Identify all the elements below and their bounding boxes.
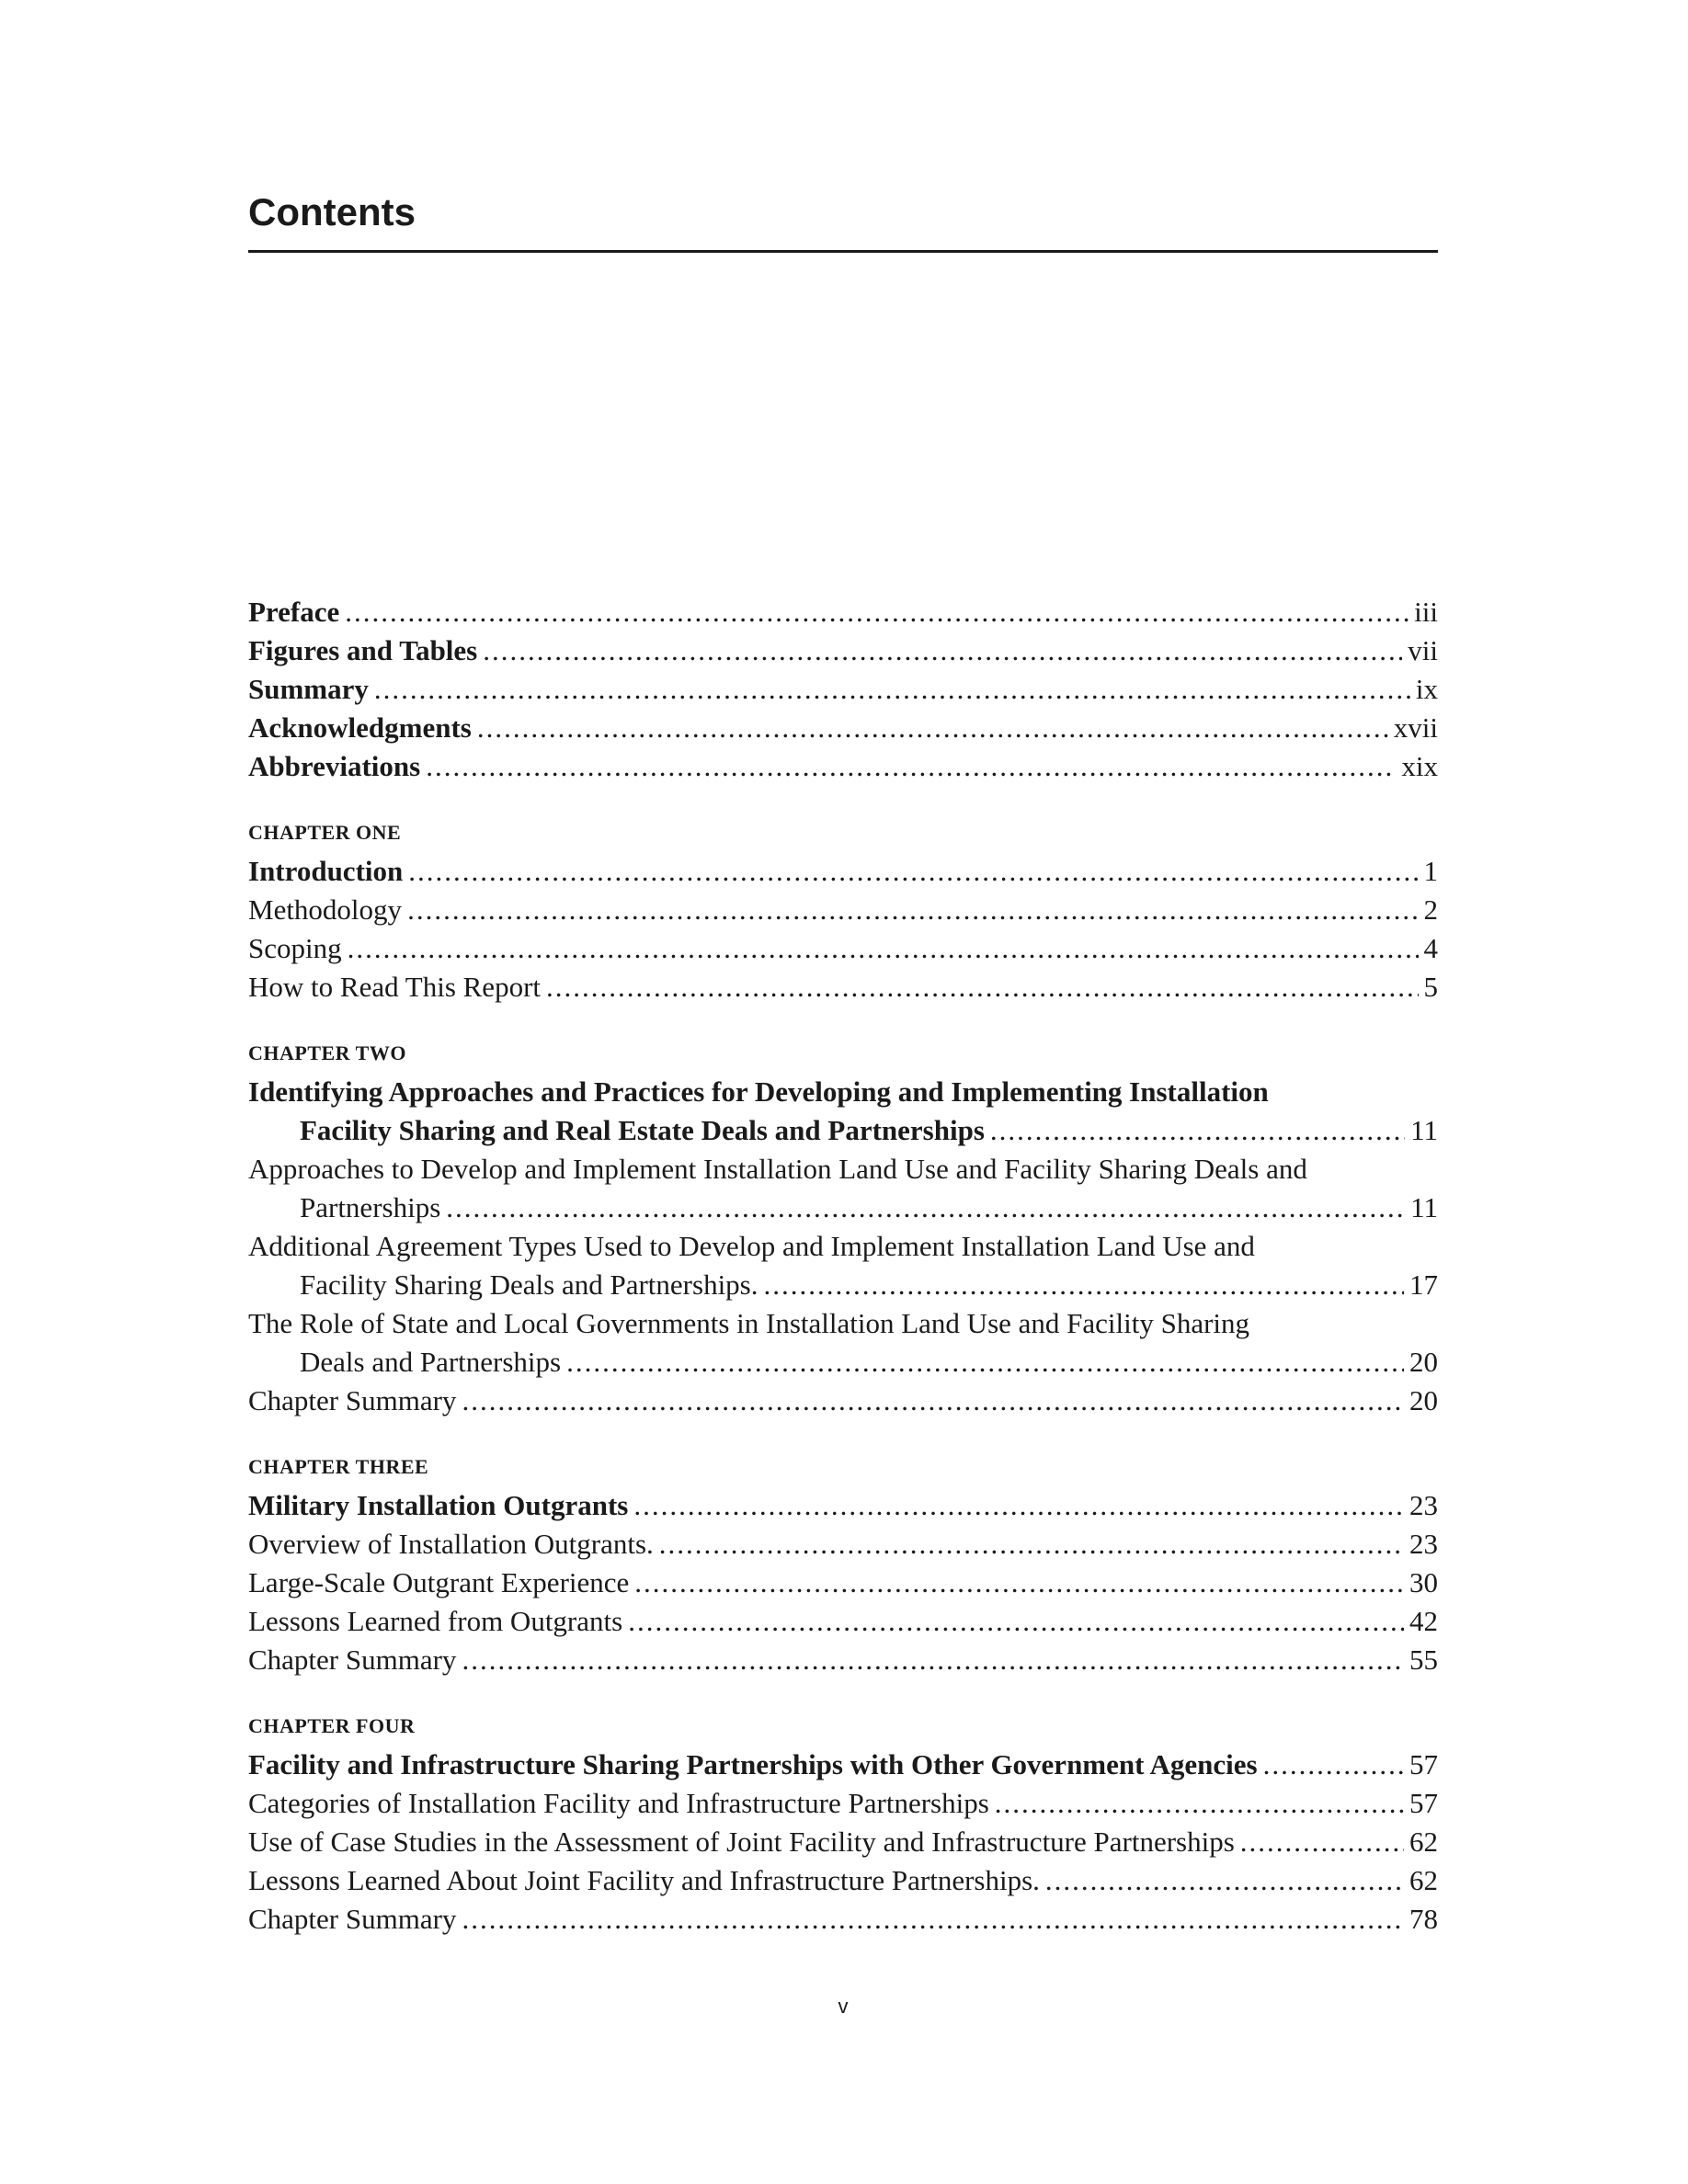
table-of-contents: [248, 593, 1438, 1939]
toc-entry-page: 17: [1409, 1268, 1438, 1301]
toc-entry-page: 23: [1409, 1528, 1438, 1560]
toc-entry-last-line: [248, 1343, 1438, 1382]
toc-chapter-title[interactable]: [248, 1486, 1438, 1525]
chapter-heading: CHAPTER THREE: [248, 1455, 429, 1478]
toc-section[interactable]: [248, 1525, 1438, 1564]
toc-entry-label: Partnerships: [300, 1191, 441, 1223]
page-number: v: [838, 1995, 849, 2018]
dot-leader: [990, 1111, 1405, 1150]
toc-entry-page: 2: [1423, 893, 1438, 926]
toc-entry-label: Categories of Installation Facility and Infrastructure Partnerships: [248, 1787, 989, 1819]
toc-entry-label: Facility and Infrastructure Sharing Partnerships with Other Government Agencies: [248, 1748, 1258, 1780]
toc-entry-page: 78: [1409, 1903, 1438, 1935]
toc-entry-figures-and-tables[interactable]: [248, 631, 1438, 670]
toc-section[interactable]: [248, 1304, 1438, 1382]
toc-entry-page: vii: [1408, 634, 1438, 666]
toc-entry-acknowledgments[interactable]: [248, 709, 1438, 747]
chapter-heading: CHAPTER ONE: [248, 821, 402, 844]
dot-leader: [462, 1641, 1404, 1679]
toc-entry-label: Overview of Installation Outgrants.: [248, 1528, 654, 1560]
toc-entry-page: 55: [1409, 1644, 1438, 1676]
dot-leader: [546, 968, 1418, 1007]
toc-entry-label: Facility Sharing and Real Estate Deals and Partnerships: [300, 1114, 985, 1146]
dot-leader: [462, 1382, 1404, 1420]
dot-leader: [348, 929, 1419, 968]
toc-section[interactable]: [248, 929, 1438, 968]
toc-entry-page: iii: [1414, 596, 1438, 628]
toc-entry-label: Scoping: [248, 932, 342, 964]
toc-section[interactable]: [248, 1382, 1438, 1420]
front-matter: [248, 593, 1438, 786]
dot-leader: [566, 1343, 1404, 1382]
dot-leader: [995, 1784, 1404, 1823]
toc-section[interactable]: [248, 1823, 1438, 1861]
toc-entry-page: ix: [1415, 673, 1438, 705]
toc-entry-label: Lessons Learned from Outgrants: [248, 1605, 623, 1637]
toc-chapter-title[interactable]: [248, 1746, 1438, 1784]
toc-entry-page: 20: [1409, 1346, 1438, 1378]
dot-leader: [633, 1486, 1404, 1525]
toc-entry-label-line: Identifying Approaches and Practices for Developing and Implementing Installation: [248, 1075, 1269, 1108]
toc-section[interactable]: [248, 1900, 1438, 1939]
toc-entry-label: Chapter Summary: [248, 1384, 457, 1416]
dot-leader: [426, 747, 1396, 786]
toc-section[interactable]: [248, 1602, 1438, 1641]
toc-entry-label: Abbreviations: [248, 750, 421, 782]
toc-entry-page: 1: [1423, 855, 1438, 887]
toc-entry-page: 4: [1423, 932, 1438, 964]
toc-entry-preface[interactable]: [248, 593, 1438, 631]
toc-entry-label: Large-Scale Outgrant Experience: [248, 1566, 630, 1598]
toc-entry-label-line: The Role of State and Local Governments in Installation Land Use and Facility Sharing: [248, 1307, 1250, 1339]
toc-entry-last-line: [248, 1266, 1438, 1304]
toc-section[interactable]: [248, 1150, 1438, 1227]
toc-section[interactable]: [248, 1784, 1438, 1823]
toc-entry-label: How to Read This Report: [248, 971, 542, 1003]
toc-chapter-title[interactable]: [248, 852, 1438, 891]
dot-leader: [659, 1525, 1404, 1564]
toc-entry-label: Summary: [248, 673, 369, 705]
chapter-heading: CHAPTER TWO: [248, 1041, 406, 1064]
toc-chapter-title[interactable]: [248, 1073, 1438, 1150]
dot-leader: [374, 670, 1410, 709]
toc-entry-page: xvii: [1393, 711, 1438, 744]
dot-leader: [483, 631, 1402, 670]
toc-entry-page: 5: [1423, 971, 1438, 1003]
toc-section[interactable]: [248, 891, 1438, 929]
title-rule: [248, 250, 1438, 253]
toc-section[interactable]: [248, 968, 1438, 1007]
dot-leader: [1240, 1823, 1404, 1861]
dot-leader: [446, 1189, 1405, 1227]
chapter-two: [248, 1034, 1438, 1420]
toc-entry-label: Figures and Tables: [248, 634, 478, 666]
toc-entry-page: 42: [1409, 1605, 1438, 1637]
toc-entry-last-line: [248, 1111, 1438, 1150]
toc-entry-page: 62: [1409, 1826, 1438, 1858]
chapter-one: [248, 813, 1438, 1007]
document-page: [248, 0, 1438, 2184]
toc-section[interactable]: [248, 1564, 1438, 1602]
toc-entry-page: 11: [1410, 1114, 1438, 1146]
toc-section[interactable]: [248, 1641, 1438, 1679]
chapter-heading: CHAPTER FOUR: [248, 1714, 416, 1737]
dot-leader: [1045, 1861, 1404, 1900]
toc-entry-label: Methodology: [248, 893, 403, 926]
chapter-three: [248, 1448, 1438, 1679]
toc-entry-label: Preface: [248, 596, 340, 628]
toc-entry-page: 30: [1409, 1566, 1438, 1598]
dot-leader: [1263, 1746, 1404, 1784]
toc-entry-label-line: Additional Agreement Types Used to Develop and Implement Installation Land Use and: [248, 1230, 1255, 1262]
toc-entry-label: Deals and Partnerships: [300, 1346, 562, 1378]
toc-entry-label: Facility Sharing Deals and Partnerships.: [300, 1268, 758, 1301]
toc-entry-page: 57: [1409, 1748, 1438, 1780]
toc-entry-page: 57: [1409, 1787, 1438, 1819]
chapter-four: [248, 1707, 1438, 1939]
page-title: Contents: [248, 190, 416, 233]
toc-entry-label: Lessons Learned About Joint Facility and Infrastructure Partnerships.: [248, 1864, 1040, 1896]
toc-entry-summary[interactable]: [248, 670, 1438, 709]
dot-leader: [764, 1266, 1405, 1304]
toc-section[interactable]: [248, 1861, 1438, 1900]
dot-leader: [628, 1602, 1404, 1641]
toc-entry-page: xix: [1401, 750, 1438, 782]
toc-entry-label: Chapter Summary: [248, 1903, 457, 1935]
toc-entry-label: Acknowledgments: [248, 711, 472, 744]
dot-leader: [345, 593, 1409, 631]
toc-entry-last-line: [248, 1189, 1438, 1227]
toc-entry-label: Use of Case Studies in the Assessment of Joint Facility and Infrastructure Partnerships: [248, 1826, 1235, 1858]
toc-section[interactable]: [248, 1227, 1438, 1304]
toc-entry-label-line: Approaches to Develop and Implement Installation Land Use and Facility Sharing Deals and: [248, 1153, 1307, 1185]
toc-entry-page: 11: [1410, 1191, 1438, 1223]
toc-entry-label: Introduction: [248, 855, 404, 887]
toc-entry-page: 23: [1409, 1489, 1438, 1521]
toc-entry-label: Chapter Summary: [248, 1644, 457, 1676]
dot-leader: [408, 852, 1418, 891]
toc-entry-page: 62: [1409, 1864, 1438, 1896]
toc-entry-page: 20: [1409, 1384, 1438, 1416]
toc-entry-label: Military Installation Outgrants: [248, 1489, 629, 1521]
dot-leader: [634, 1564, 1404, 1602]
toc-entry-abbreviations[interactable]: [248, 747, 1438, 786]
dot-leader: [462, 1900, 1404, 1939]
dot-leader: [407, 891, 1418, 929]
dot-leader: [477, 709, 1388, 747]
